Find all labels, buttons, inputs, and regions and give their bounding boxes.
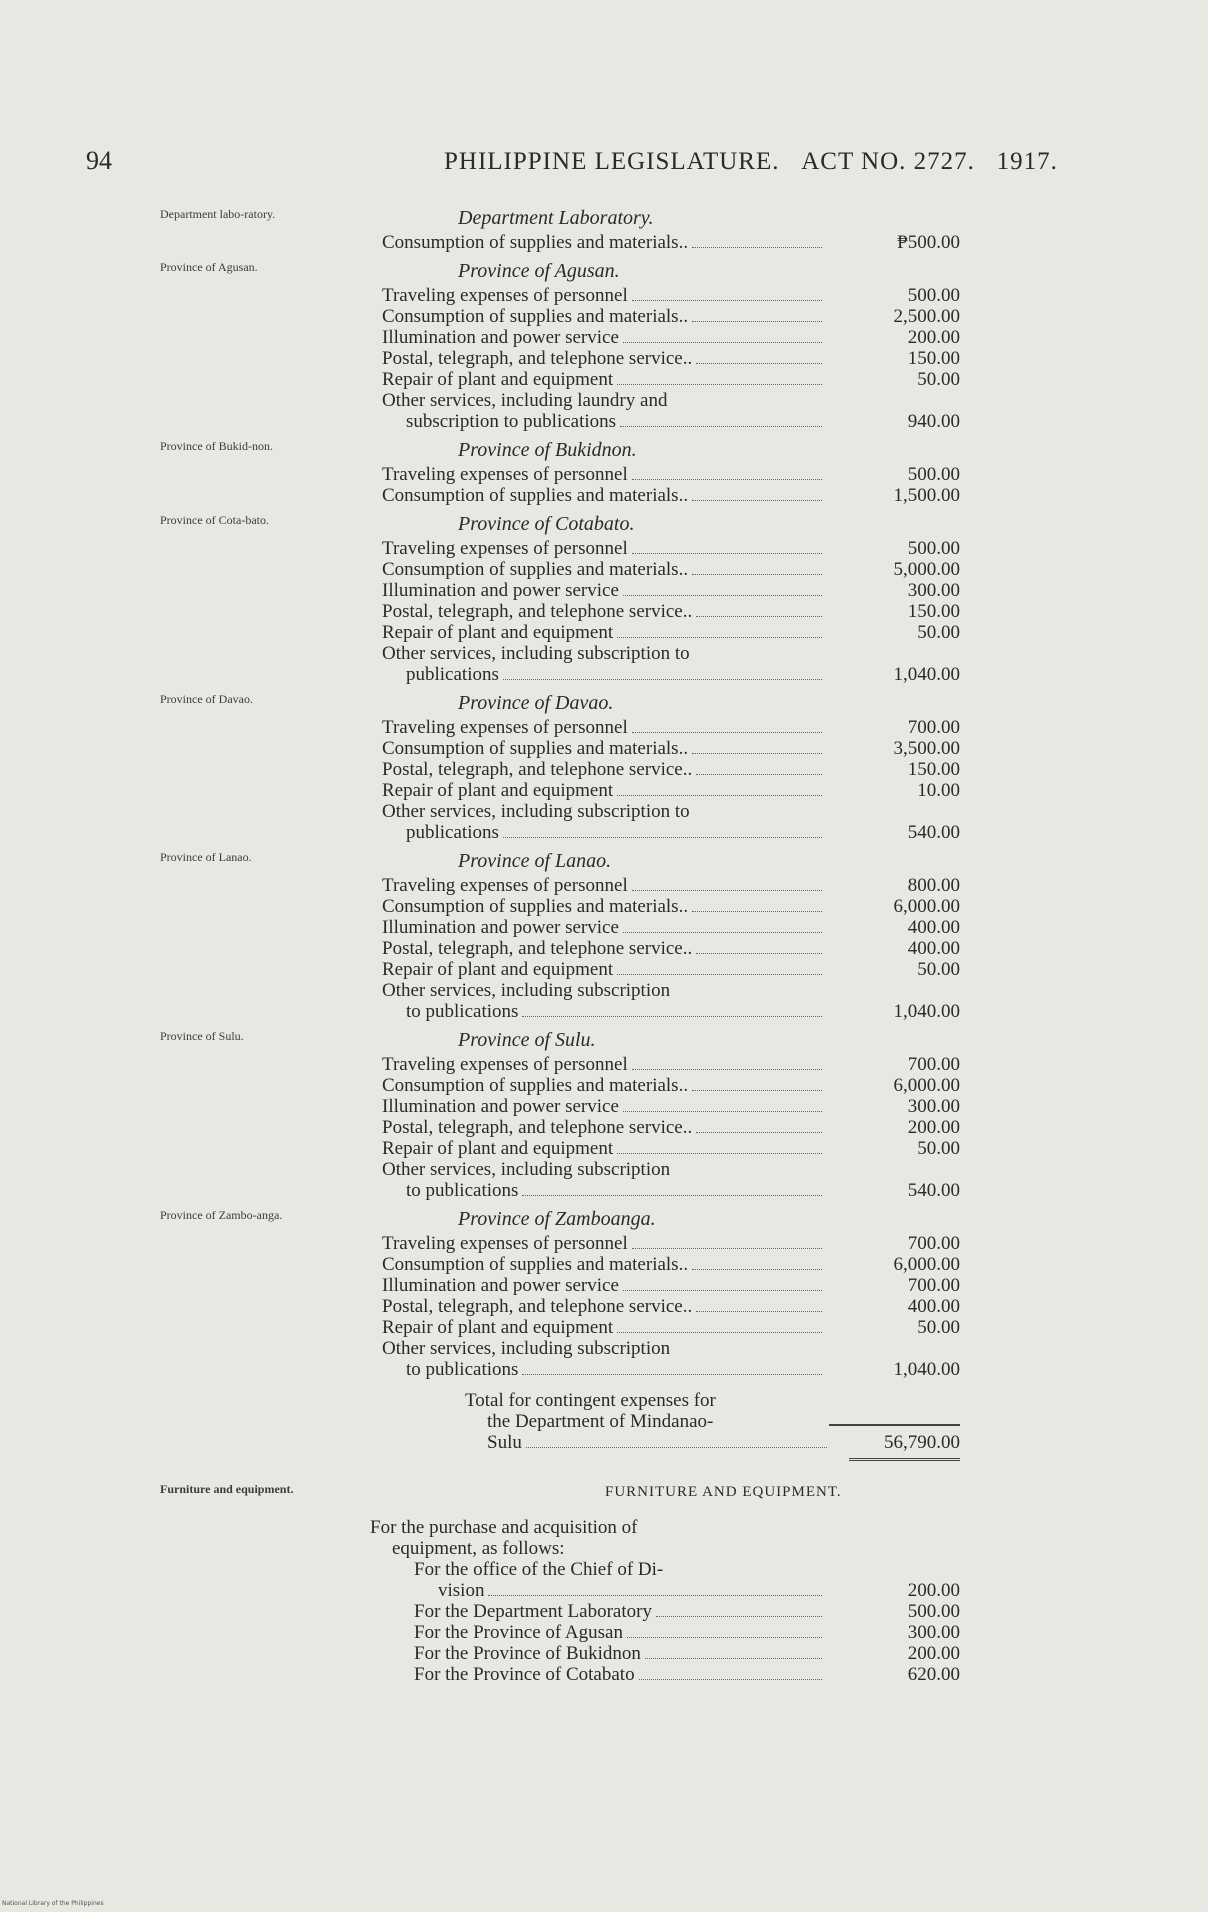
line-item-text (382, 580, 824, 601)
line-item-first-line: Other services, including subscription to (382, 643, 690, 664)
dot-leader (696, 1311, 822, 1312)
line-item (382, 1254, 960, 1275)
line-item (382, 601, 960, 622)
appropriation-section (160, 512, 960, 685)
furniture-intro (370, 1517, 810, 1559)
appropriation-section (160, 1207, 960, 1380)
line-item-amount: 50.00 (917, 1138, 960, 1159)
line-item-amount: 3,500.00 (893, 738, 960, 759)
line-item-amount: 50.00 (917, 959, 960, 980)
line-item-label: Postal, telegraph, and telephone service.. (382, 1117, 693, 1138)
line-item-amount: 1,040.00 (893, 1359, 960, 1380)
dot-leader (632, 1069, 822, 1070)
line-item (382, 1159, 960, 1201)
line-item-label: Illumination and power service (382, 1275, 619, 1296)
line-item-label: Repair of plant and equipment (382, 780, 614, 801)
line-item-amount: 700.00 (907, 1275, 960, 1296)
section-title: Province of Davao. (458, 692, 614, 714)
line-item (382, 1275, 960, 1296)
furniture-section (160, 1481, 960, 1685)
line-item-text (382, 464, 824, 485)
line-item (382, 1296, 960, 1317)
running-head-title: PHILIPPINE LEGISLATURE. (444, 148, 780, 175)
dot-leader (632, 1248, 822, 1249)
line-item-text (382, 285, 824, 306)
line-item-label: Illumination and power service (382, 580, 619, 601)
total-amount: 56,790.00 (829, 1424, 960, 1453)
line-item-continuation: subscription to publications (406, 411, 617, 432)
line-item (382, 285, 960, 306)
line-item (414, 1601, 960, 1622)
line-item-first-line: For the office of the Chief of Di- (414, 1559, 664, 1580)
line-item-label: Postal, telegraph, and telephone service.. (382, 1296, 693, 1317)
line-item-text (382, 348, 824, 369)
line-item-text (382, 390, 824, 432)
line-item-label: Illumination and power service (382, 1096, 619, 1117)
line-item-second-line (382, 822, 824, 843)
line-item (382, 917, 960, 938)
dot-leader (522, 1195, 822, 1196)
line-item-text (414, 1622, 824, 1643)
line-item-label: Repair of plant and equipment (382, 1317, 614, 1338)
line-item (382, 369, 960, 390)
line-item-continuation: to publications (406, 1180, 519, 1201)
line-item-amount: 540.00 (907, 822, 960, 843)
line-item-amount: 150.00 (907, 348, 960, 369)
line-item-text (382, 1138, 824, 1159)
total-line-1: Total for contingent expenses for (465, 1390, 716, 1411)
furniture-title: FURNITURE AND EQUIPMENT. (605, 1484, 842, 1500)
appropriation-section (160, 849, 960, 1022)
line-item-label: Traveling expenses of personnel (382, 538, 628, 559)
dot-leader (627, 1637, 822, 1638)
line-item-second-line (382, 664, 824, 685)
dot-leader (522, 1374, 822, 1375)
line-item (382, 464, 960, 485)
total-text (445, 1390, 829, 1453)
dot-leader (632, 300, 822, 301)
dot-leader (692, 1269, 822, 1270)
line-item (414, 1559, 960, 1601)
line-item-amount: 150.00 (907, 601, 960, 622)
line-item-amount: 300.00 (907, 1096, 960, 1117)
running-head-year: 1917. (996, 148, 1058, 175)
line-item-text (382, 738, 824, 759)
line-item (382, 1054, 960, 1075)
line-item-second-line (382, 1359, 824, 1380)
margin-note: Province of Cota-bato. (160, 513, 269, 527)
line-item-amount: 10.00 (917, 780, 960, 801)
line-item-label: Traveling expenses of personnel (382, 464, 628, 485)
line-item-text (382, 306, 824, 327)
line-item-text (382, 538, 824, 559)
line-item-text (382, 369, 824, 390)
line-item-amount: 6,000.00 (893, 1075, 960, 1096)
line-item-text (382, 1254, 824, 1275)
dot-leader (656, 1616, 822, 1617)
line-item-text (382, 485, 824, 506)
line-item-label: Consumption of supplies and materials.. (382, 1075, 689, 1096)
line-item-label: Traveling expenses of personnel (382, 875, 628, 896)
dot-leader (522, 1016, 822, 1017)
dot-leader (632, 479, 822, 480)
line-item-label: Traveling expenses of personnel (382, 1054, 628, 1075)
line-item-label: Repair of plant and equipment (382, 622, 614, 643)
line-item-label: Postal, telegraph, and telephone service.. (382, 601, 693, 622)
line-item-amount: 700.00 (907, 717, 960, 738)
section-title: Province of Lanao. (458, 850, 612, 872)
line-item (382, 959, 960, 980)
line-item (382, 759, 960, 780)
line-item-label: Consumption of supplies and materials.. (382, 896, 689, 917)
line-item-text (382, 759, 824, 780)
line-item-text (382, 717, 824, 738)
line-item-amount: 400.00 (907, 1296, 960, 1317)
line-item-amount: 5,000.00 (893, 559, 960, 580)
line-item (382, 622, 960, 643)
line-item-text (382, 232, 824, 253)
line-item-amount: 700.00 (907, 1233, 960, 1254)
line-item (382, 538, 960, 559)
intro-line-2: equipment, as follows: (392, 1538, 565, 1559)
appropriations-body (160, 206, 960, 1685)
line-item-amount: 1,040.00 (893, 1001, 960, 1022)
line-item (382, 232, 960, 253)
line-item-amount: 200.00 (907, 1580, 960, 1601)
line-item (382, 738, 960, 759)
margin-note: Department labo-ratory. (160, 207, 276, 221)
line-item-label: Consumption of supplies and materials.. (382, 738, 689, 759)
appropriation-section (160, 1028, 960, 1201)
margin-note: Province of Bukid-non. (160, 439, 273, 453)
line-item-amount: 200.00 (907, 1643, 960, 1664)
line-item-text (382, 622, 824, 643)
appropriation-section (160, 438, 960, 506)
line-item-amount: 50.00 (917, 1317, 960, 1338)
line-item-amount: 800.00 (907, 875, 960, 896)
appropriation-section (160, 259, 960, 432)
line-item-first-line: Other services, including laundry and (382, 390, 668, 411)
line-item-label: Illumination and power service (382, 327, 619, 348)
page-number: 94 (86, 146, 112, 175)
line-item (382, 896, 960, 917)
dot-leader (632, 890, 822, 891)
dot-leader (696, 616, 822, 617)
dot-leader (503, 679, 822, 680)
line-item-first-line: Other services, including subscription (382, 1159, 671, 1180)
line-item (414, 1643, 960, 1664)
line-item-text (382, 801, 824, 843)
line-item (382, 580, 960, 601)
line-item-label: For the Province of Cotabato (414, 1664, 635, 1685)
line-item (382, 1096, 960, 1117)
line-item-label: Traveling expenses of personnel (382, 285, 628, 306)
dot-leader (692, 1090, 822, 1091)
line-item-amount: 150.00 (907, 759, 960, 780)
line-item-amount: 6,000.00 (893, 1254, 960, 1275)
line-item (382, 980, 960, 1022)
line-item-text (382, 917, 824, 938)
total-line-3-row (465, 1432, 829, 1453)
line-item-text (414, 1643, 824, 1664)
dot-leader (526, 1447, 827, 1448)
line-item-text (382, 559, 824, 580)
margin-note: Province of Zambo-anga. (160, 1208, 283, 1222)
line-item-continuation: publications (406, 664, 499, 685)
line-item-text (382, 1317, 824, 1338)
line-item (382, 780, 960, 801)
line-item-text (382, 938, 824, 959)
total-line-3: Sulu (487, 1432, 522, 1453)
dot-leader (692, 753, 822, 754)
line-item-amount: 940.00 (907, 411, 960, 432)
line-item-text (382, 1075, 824, 1096)
intro-line-1: For the purchase and acquisition of (370, 1517, 638, 1538)
dot-leader (696, 774, 822, 775)
line-item-label: Consumption of supplies and materials.. (382, 306, 689, 327)
line-item-first-line: Other services, including subscription to (382, 801, 690, 822)
dot-leader (692, 500, 822, 501)
line-item (382, 485, 960, 506)
line-item-first-line: Other services, including subscription (382, 980, 671, 1001)
line-item-amount: 500.00 (907, 285, 960, 306)
line-item (382, 327, 960, 348)
line-item-amount: 50.00 (917, 369, 960, 390)
line-item-text (382, 980, 824, 1022)
line-item-label: Illumination and power service (382, 917, 619, 938)
section-title: Department Laboratory. (458, 207, 654, 229)
line-item-label: Repair of plant and equipment (382, 1138, 614, 1159)
line-item-continuation: publications (406, 822, 499, 843)
line-item (382, 801, 960, 843)
line-item-amount: 1,500.00 (893, 485, 960, 506)
line-item-amount: 620.00 (907, 1664, 960, 1685)
line-item-amount: 500.00 (907, 464, 960, 485)
line-item-text (414, 1601, 824, 1622)
total-line-2: the Department of Mindanao- (487, 1411, 714, 1432)
section-title: Province of Sulu. (458, 1029, 596, 1051)
margin-note: Province of Agusan. (160, 260, 258, 274)
line-item-continuation: to publications (406, 1359, 519, 1380)
dot-leader (617, 1153, 822, 1154)
line-item-label: Postal, telegraph, and telephone service.. (382, 348, 693, 369)
line-item-text (382, 1338, 824, 1380)
line-item-amount: 400.00 (907, 917, 960, 938)
line-item-text (414, 1664, 824, 1685)
line-item-text (382, 875, 824, 896)
dot-leader (617, 384, 822, 385)
line-item-amount: 1,040.00 (893, 664, 960, 685)
line-item-text (382, 601, 824, 622)
line-item-amount: ₱500.00 (897, 232, 960, 253)
line-item (382, 643, 960, 685)
line-item (382, 717, 960, 738)
section-title: Province of Bukidnon. (458, 439, 637, 461)
dot-leader (696, 1132, 822, 1133)
line-item-label: Consumption of supplies and materials.. (382, 559, 689, 580)
line-item-amount: 200.00 (907, 327, 960, 348)
dot-leader (623, 1290, 822, 1291)
line-item-label: Consumption of supplies and materials.. (382, 232, 689, 253)
line-item (414, 1664, 960, 1685)
line-item-second-line (382, 411, 824, 432)
line-item-text (382, 1275, 824, 1296)
dot-leader (692, 574, 822, 575)
dot-leader (623, 342, 822, 343)
dot-leader (623, 595, 822, 596)
line-item-label: Postal, telegraph, and telephone service.. (382, 938, 693, 959)
dot-leader (620, 426, 822, 427)
line-item-text (382, 959, 824, 980)
line-item-label: For the Province of Bukidnon (414, 1643, 641, 1664)
line-item-label: Repair of plant and equipment (382, 369, 614, 390)
line-item-text (414, 1559, 824, 1601)
section-title: Province of Agusan. (458, 260, 620, 282)
line-item (382, 1117, 960, 1138)
dot-leader (617, 795, 822, 796)
dot-leader (632, 732, 822, 733)
section-title: Province of Cotabato. (458, 513, 635, 535)
line-item-label: For the Province of Agusan (414, 1622, 623, 1643)
line-item-second-line (382, 1001, 824, 1022)
line-item (382, 1233, 960, 1254)
line-item-amount: 50.00 (917, 622, 960, 643)
dot-leader (645, 1658, 822, 1659)
line-item-text (382, 896, 824, 917)
line-item-text (382, 1159, 824, 1201)
line-item-text (382, 1296, 824, 1317)
line-item-amount: 700.00 (907, 1054, 960, 1075)
line-item-text (382, 1054, 824, 1075)
line-item-continuation: vision (438, 1580, 485, 1601)
line-item-amount: 500.00 (907, 538, 960, 559)
line-item-text (382, 1233, 824, 1254)
dot-leader (632, 553, 822, 554)
line-item-text (382, 780, 824, 801)
line-item (382, 875, 960, 896)
line-item-continuation: to publications (406, 1001, 519, 1022)
dot-leader (639, 1679, 822, 1680)
line-item-second-line (382, 1180, 824, 1201)
line-item (382, 1338, 960, 1380)
line-item (382, 1317, 960, 1338)
dot-leader (692, 321, 822, 322)
scan-footer: National Library of the Philippines (2, 1900, 104, 1907)
line-item-amount: 300.00 (907, 580, 960, 601)
dot-leader (623, 932, 822, 933)
dot-leader (623, 1111, 822, 1112)
line-item-first-line: Other services, including subscription (382, 1338, 671, 1359)
line-item-label: Consumption of supplies and materials.. (382, 1254, 689, 1275)
dot-leader (696, 953, 822, 954)
line-item (414, 1622, 960, 1643)
line-item-amount: 200.00 (907, 1117, 960, 1138)
margin-note: Province of Lanao. (160, 850, 252, 864)
line-item-amount: 300.00 (907, 1622, 960, 1643)
running-head (444, 148, 1058, 176)
line-item-amount: 500.00 (907, 1601, 960, 1622)
line-item-label: Consumption of supplies and materials.. (382, 485, 689, 506)
margin-note: Province of Sulu. (160, 1029, 244, 1043)
dot-leader (503, 837, 822, 838)
line-item-text (382, 327, 824, 348)
line-item-text (382, 643, 824, 685)
line-item-amount: 540.00 (907, 1180, 960, 1201)
running-head-act: ACT NO. 2727. (801, 148, 975, 175)
line-item-label: For the Department Laboratory (414, 1601, 652, 1622)
section-total (445, 1390, 960, 1453)
section-title: Province of Zamboanga. (458, 1208, 656, 1230)
line-item-amount: 400.00 (907, 938, 960, 959)
line-item-amount: 2,500.00 (893, 306, 960, 327)
dot-leader (696, 363, 822, 364)
line-item (382, 348, 960, 369)
dot-leader (692, 911, 822, 912)
line-item-label: Postal, telegraph, and telephone service.. (382, 759, 693, 780)
margin-note: Province of Davao. (160, 692, 253, 706)
margin-note: Furniture and equipment. (160, 1482, 294, 1496)
dot-leader (617, 637, 822, 638)
line-item (382, 1075, 960, 1096)
dot-leader (617, 974, 822, 975)
dot-leader (488, 1595, 822, 1596)
line-item (382, 390, 960, 432)
line-item-amount: 6,000.00 (893, 896, 960, 917)
line-item-label: Traveling expenses of personnel (382, 717, 628, 738)
appropriation-section (160, 206, 960, 253)
line-item-text (382, 1096, 824, 1117)
line-item (382, 938, 960, 959)
line-item-label: Repair of plant and equipment (382, 959, 614, 980)
dot-leader (692, 247, 822, 248)
line-item (382, 306, 960, 327)
line-item-label: Traveling expenses of personnel (382, 1233, 628, 1254)
appropriation-section (160, 691, 960, 843)
line-item (382, 1138, 960, 1159)
line-item-second-line (414, 1580, 824, 1601)
line-item-text (382, 1117, 824, 1138)
line-item (382, 559, 960, 580)
dot-leader (617, 1332, 822, 1333)
